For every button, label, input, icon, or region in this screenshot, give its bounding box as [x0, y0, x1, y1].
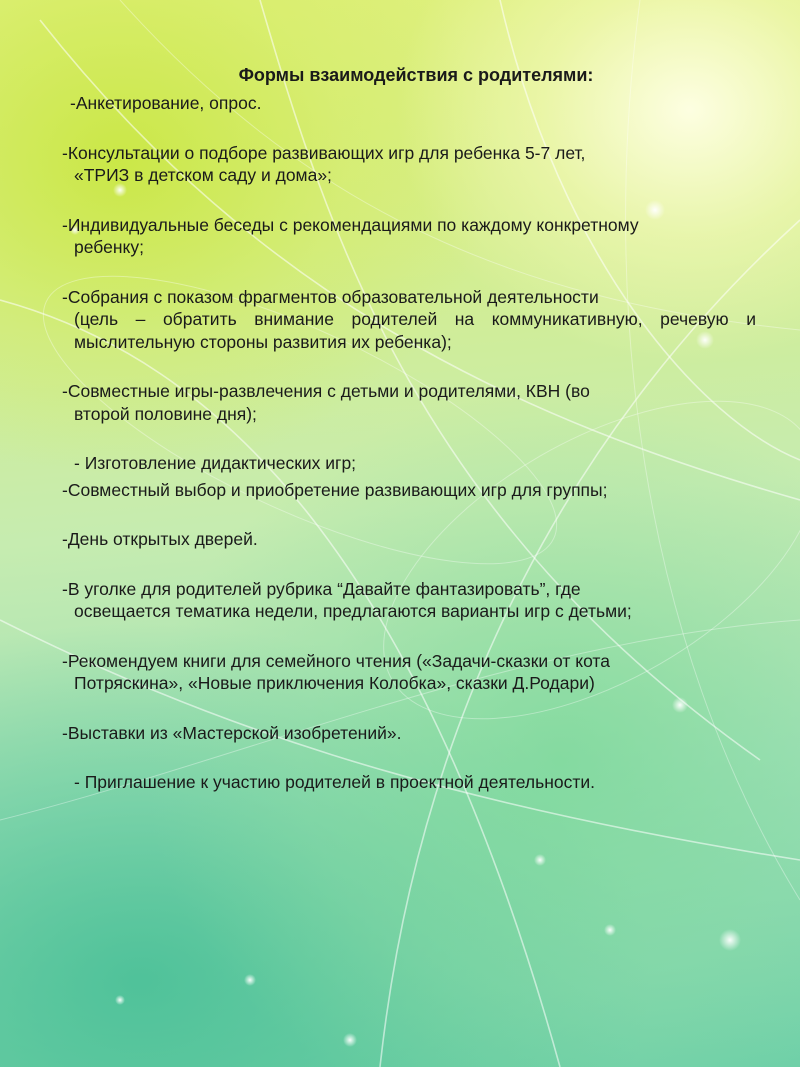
list-item-continuation: второй половине дня); [74, 403, 257, 424]
list-item-joint-games [62, 380, 756, 425]
list-item-text: -Совместные игры-развлечения с детьми и родителями, КВН (во [62, 381, 590, 401]
list-item-questionnaire [62, 92, 756, 115]
list-item-individual-talks [62, 214, 756, 259]
list-item-text: -День открытых дверей. [62, 529, 258, 549]
document-title: Формы взаимодействия с родителями: [238, 65, 594, 85]
list-item-continuation: освещается тематика недели, предлагаются варианты игр с детьми; [74, 601, 632, 621]
list-item-joint-choice [62, 479, 756, 502]
list-item-continuation: Потряскина», «Новые приключения Колобка», сказки Д.Родари) [74, 673, 595, 693]
list-item-parents-corner [62, 578, 756, 623]
list-item-meetings [62, 286, 756, 354]
list-item-exhibitions [62, 722, 756, 745]
list-item-open-day [62, 528, 756, 551]
list-item-text: - Изготовление дидактических игр; [74, 453, 357, 473]
list-item-text: -Собрания с показом фрагментов образовательной деятельности [62, 286, 599, 307]
list-item-invitation [62, 771, 756, 794]
list-item-text: -Индивидуальные беседы с рекомендациями по каждому конкретному [62, 214, 639, 235]
list-item-books [62, 650, 756, 695]
list-item-text: -Рекомендуем книги для семейного чтения («Задачи-сказки от кота [62, 650, 610, 671]
list-item-continuation: ребенку; [74, 237, 144, 257]
list-item-text: -Консультации о подборе развивающих игр для ребенка 5-7 лет, [62, 142, 586, 163]
document-body [62, 64, 756, 794]
list-item-text: -В уголке для родителей рубрика “Давайте фантазировать”, где [62, 578, 581, 599]
list-item-text: - Приглашение к участию родителей в проектной деятельности. [74, 772, 596, 792]
list-item-consultations [62, 142, 756, 187]
list-item-text: -Анкетирование, опрос. [70, 93, 262, 113]
list-item-continuation: «ТРИЗ в детском саду и дома»; [74, 165, 332, 185]
list-item-continuation: (цель – обратить внимание родителей на коммуникативную, речевую и мыслительную стороны развития их ребенка); [74, 309, 756, 352]
list-item-text: -Выставки из «Мастерской изобретений». [62, 722, 402, 743]
list-item-making-games [62, 452, 756, 475]
list-item-text: -Совместный выбор и приобретение развивающих игр для группы; [62, 479, 608, 500]
